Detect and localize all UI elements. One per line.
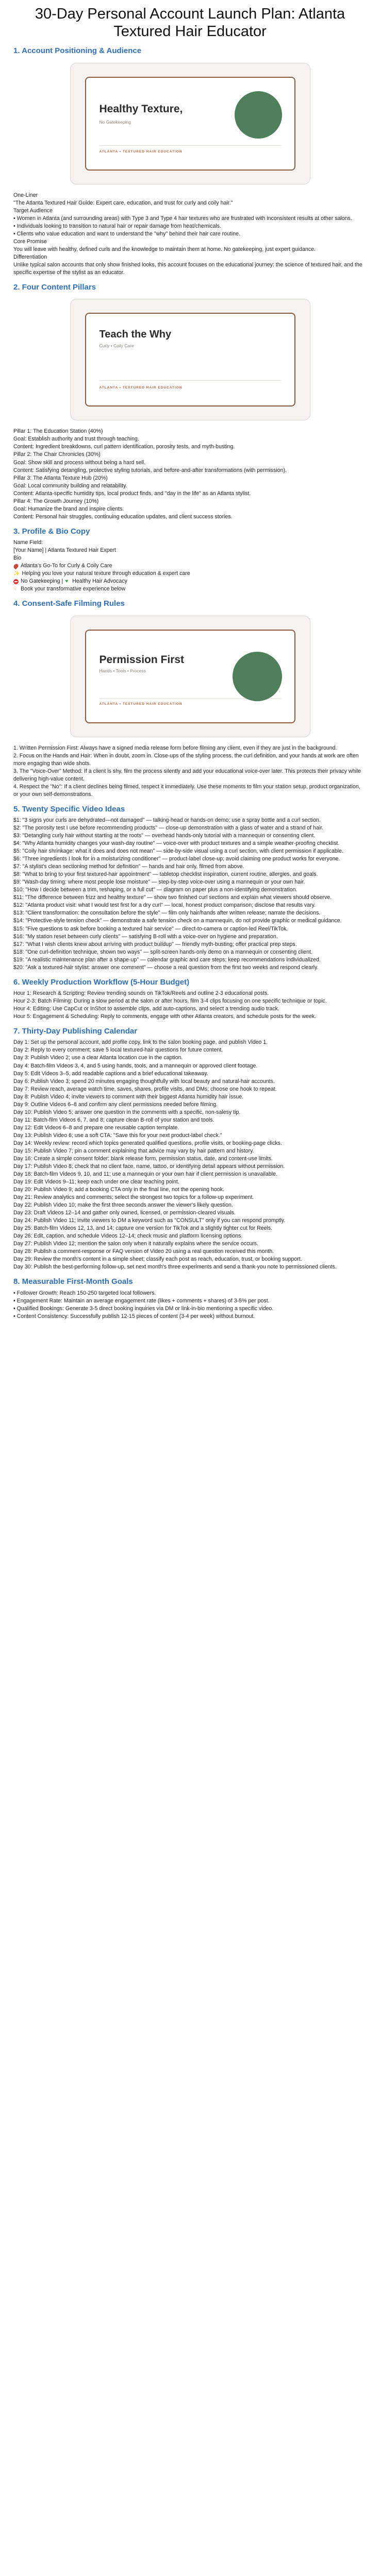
section-heading-video-ideas: 5. Twenty Specific Video Ideas: [13, 804, 125, 814]
card-footer: ATLANTA • TEXTURED HAIR EDUCATION: [99, 149, 183, 154]
section-heading-goals: 8. Measurable First-Month Goals: [13, 1277, 133, 1286]
bio-line: [13, 562, 367, 570]
text-line: Unlike typical salon accounts that only show finished looks, this account focuses on the educational journey: the science of textured hair, and the specific expertise of the stylist as an educator.: [13, 262, 362, 276]
text-line: Target Audience: [13, 207, 53, 214]
bio-line: [13, 570, 367, 578]
list-item: Day 9: Outline Videos 6–8 and confirm any client permissions needed before filming.: [13, 1101, 218, 1108]
section-body-filming-rules: [13, 744, 367, 799]
list-item: Day 3: Publish Video 2; use a clear Atlanta location cue in the caption.: [13, 1055, 183, 1061]
text-line: Hour 5: Engagement & Scheduling: Reply to comments, engage with other Atlanta creators, and schedule posts for the week.: [13, 1013, 317, 1020]
card-footer: ATLANTA • TEXTURED HAIR EDUCATION: [99, 702, 183, 706]
section-heading-workflow: 6. Weekly Production Workflow (5-Hour Budget): [13, 977, 190, 987]
section-body-pillars: [13, 428, 367, 520]
bio-text: No Gatekeeping |: [21, 578, 63, 585]
document-title: 30-Day Personal Account Launch Plan: Atlanta Textured Hair Educator: [35, 6, 345, 40]
bio-text: Book your transformative experience below: [21, 586, 126, 592]
list-item: Day 23: Draft Videos 12–14 and gather only owned, licensed, or permission-cleared visuals.: [13, 1210, 236, 1216]
text-line: Bio: [13, 555, 22, 562]
section-heading-pillars: 2. Four Content Pillars: [13, 283, 96, 292]
text-line: You will leave with healthy, defined curls and the knowledge to maintain them at home. No gatekeeping, just expert guidance.: [13, 246, 316, 252]
section-body-video-ideas: [13, 817, 367, 972]
list-item: Day 5: Edit Videos 3–5, add readable captions and a brief educational takeaway.: [13, 1070, 208, 1077]
text-line: Pillar 4: The Growth Journey (10%): [13, 498, 99, 504]
no-entry-icon: [13, 579, 19, 584]
card-inner-frame: [85, 77, 295, 171]
text-line: Core Promise: [13, 238, 47, 245]
text-line: Goal: Humanize the brand and inspire clients.: [13, 505, 124, 512]
card-wrap-filming-rules: [13, 616, 367, 737]
section-heading-filming-rules: 4. Consent-Safe Filming Rules: [13, 599, 125, 608]
list-item: Day 11: Batch-film Videos 6, 7, and 8; capture clean B-roll of your station and tools.: [13, 1116, 214, 1123]
list-item: $4: "Why Atlanta humidity changes your wash-day routine" — voice-over with product textures and a simple weather-proofing checklist.: [13, 840, 340, 847]
list-item: Day 18: Batch-film Videos 9, 10, and 11; use a mannequin or your own hair if client permission is unavailable.: [13, 1171, 277, 1177]
text-line: Pillar 2: The Chair Chronicles (30%): [13, 451, 101, 458]
section-heading-profile-bio: 3. Profile & Bio Copy: [13, 527, 90, 536]
card-title: Permission First: [99, 653, 185, 666]
text-line: 1. Written Permission First: Always have a signed media release form before filming any client, even if they are just in the background.: [13, 744, 337, 751]
list-item: $16: "My station reset between curly clients" — satisfying B-roll with a voice-over on hygiene and preparation.: [13, 933, 278, 940]
list-item: $18: "One curl-definition technique, shown two ways" — split-screen hands-only demo on a mannequin or consenting client.: [13, 948, 312, 955]
text-line: Pillar 1: The Education Station (40%): [13, 428, 103, 435]
list-item: Day 6: Publish Video 3; spend 20 minutes engaging thoughtfully with local beauty and natural-hair accounts.: [13, 1078, 275, 1084]
card-title: Teach the Why: [99, 329, 172, 341]
card-divider: [100, 145, 281, 146]
card-subtitle: No Gatekeeping: [99, 119, 131, 125]
list-item: $8: "What to bring to your first textured-hair appointment" — tabletop checklist inspiration, current routine, allergies, and goals.: [13, 871, 318, 878]
heart-icon: ♥: [65, 578, 69, 584]
section-heading-calendar: 7. Thirty-Day Publishing Calendar: [13, 1027, 138, 1036]
text-line: 4. Respect the "No": If a client declines being filmed, respect it immediately. Use these moments to film your station setup, product organization, or your own self-demonstrations.: [13, 783, 360, 798]
bio-line: [13, 585, 367, 593]
bio-text: Helping you love your natural texture through education & expert care: [22, 570, 190, 577]
card-inner-frame: [85, 630, 295, 723]
list-item: Day 28: Publish a comment-response or FAQ version of Video 20 using a real question received this month.: [13, 1248, 274, 1255]
list-item: • Content Consistency: Successfully publish 12-15 pieces of content (3-4 per week) without burnout.: [13, 1313, 255, 1319]
list-item: $5: "Coily hair shrinkage: what it does and does not mean" — side-by-side visual using a curl section, with client permission if applicable.: [13, 848, 343, 855]
list-item: Day 22: Publish Video 10; make the first three seconds answer the viewer's likely question.: [13, 1202, 233, 1209]
list-item: Day 25: Batch-film Videos 12, 13, and 14; capture one version for TikTok and a slightly tighter cut for Reels.: [13, 1225, 273, 1232]
cover-card-pillars: [70, 299, 310, 420]
card-inner-frame: [85, 313, 295, 406]
list-item: Day 14: Weekly review: record which topics generated qualified questions, profile visits, or booking-page clicks.: [13, 1140, 282, 1146]
section-body-workflow: [13, 990, 367, 1021]
list-item: Day 13: Publish Video 6; use a soft CTA: "Save this for your next product-label check.": [13, 1132, 222, 1139]
list-item: Day 1: Set up the personal account, add profile copy, link to the salon booking page, and publish Video 1.: [13, 1039, 268, 1046]
list-item: Day 20: Publish Video 9; add a booking CTA only in the final line, not the opening hook.: [13, 1187, 224, 1193]
text-line: • Clients who value education and want to understand the "why" behind their hair care routine.: [13, 230, 240, 237]
text-line: Goal: Local community building and relatability.: [13, 482, 127, 489]
card-footer: ATLANTA • TEXTURED HAIR EDUCATION: [99, 386, 183, 390]
list-item: • Qualified Bookings: Generate 3-5 direct booking inquiries via DM or link-in-bio mentioning a specific video.: [13, 1305, 274, 1312]
section-body-positioning: [13, 192, 367, 277]
list-item: $15: "Five questions to ask before booking a textured hair service" — direct-to-camera or caption-led Reel/TikTok.: [13, 925, 288, 932]
sparkle-icon: ✨: [13, 570, 20, 577]
list-item: Day 7: Review reach, average watch time, saves, shares, profile visits, and DMs; choose one hook to repeat.: [13, 1086, 277, 1092]
list-item: Day 4: Batch-film Videos 3, 4, and 5 using hands, tools, and a mannequin or approved client footage.: [13, 1062, 258, 1069]
section-body-profile-bio: [13, 539, 367, 593]
cover-card-filming-rules: [70, 616, 310, 737]
card-wrap-pillars: [13, 299, 367, 420]
text-line: Content: Satisfying detangling, protective styling tutorials, and before-and-after transformations (with permission).: [13, 467, 287, 473]
list-item: $2: "The porosity test I use before recommending products" — close-up demonstration with a glass of water and a strand of hair.: [13, 825, 324, 832]
list-item: Day 12: Edit Videos 6–8 and prepare one reusable caption template.: [13, 1124, 179, 1131]
bio-line: [13, 578, 367, 585]
card-wrap-positioning: [13, 63, 367, 184]
list-item: $13: "Client transformation: the consultation before the style" — film only hair/hands after written release; narrate the decisions.: [13, 910, 321, 917]
list-item: $6: "Three ingredients I look for in a moisturizing conditioner" — product-label close-up; avoid claiming one product works for everyone.: [13, 856, 340, 862]
green-circle-graphic: [235, 91, 282, 139]
text-line: Hour 2-3: Batch Filming: During a slow period at the salon or after hours, film 3-4 clips focusing on one specific technique or topic.: [13, 998, 327, 1005]
card-title: Healthy Texture,: [99, 103, 183, 115]
list-item: $17: "What I wish clients knew about arriving with product buildup" — friendly myth-busting; offer practical prep steps.: [13, 941, 297, 947]
section-heading-positioning: 1. Account Positioning & Audience: [13, 46, 142, 56]
text-line: Hour 1: Research & Scripting: Review trending sounds on TikTok/Reels and outline 2-3 educational posts.: [13, 990, 269, 996]
list-item: Day 8: Publish Video 4; invite viewers to comment with their biggest Atlanta humidity hair issue.: [13, 1093, 244, 1100]
list-item: Day 17: Publish Video 8; check that no client face, name, tattoo, or identifying detail appears without permission.: [13, 1163, 285, 1170]
green-circle-graphic: [233, 652, 282, 701]
list-item: • Follower Growth: Reach 150-250 targeted local followers.: [13, 1290, 156, 1296]
list-item: Day 24: Publish Video 11; invite viewers to DM a keyword such as "CONSULT" only if you can respond promptly.: [13, 1217, 286, 1224]
text-line: Goal: Show skill and process without being a hard sell.: [13, 459, 146, 466]
text-line: • Women in Atlanta (and surrounding areas) with Type 3 and Type 4 hair textures who are frustrated with inconsistent results at other salons.: [13, 215, 352, 222]
text-line: One-Liner: [13, 192, 38, 198]
cover-card-positioning: [70, 63, 310, 184]
list-item: Day 10: Publish Video 5; answer one question in the comments with a specific, non-salesy tip.: [13, 1109, 241, 1115]
list-item: Day 15: Publish Video 7; pin a comment explaining that advice may vary by hair pattern and history.: [13, 1147, 254, 1154]
text-line: Goal: Establish authority and trust through teaching.: [13, 436, 139, 443]
list-item: Day 16: Create a simple consent folder: blank release form, permission status, date, and content-use limits.: [13, 1155, 273, 1162]
text-line: Content: Ingredient breakdowns, curl pattern identification, porosity tests, and myth-busting.: [13, 444, 235, 450]
text-line: 3. The "Voice-Over" Method: If a client is shy, film the process silently and add your educational voice-over later. This protects their privacy while delivering high-value content.: [13, 768, 361, 782]
text-line: [Your Name] | Atlanta Textured Hair Expert: [13, 547, 116, 554]
list-item: • Engagement Rate: Maintain an average engagement rate (likes + comments + shares) of 3-5% per post.: [13, 1297, 270, 1304]
list-item: $19: "A realistic maintenance plan after a shape-up" — calendar graphic and care steps; keep recommendations individualized.: [13, 956, 321, 963]
text-line: Content: Personal hair struggles, continuing education updates, and client success stories.: [13, 513, 233, 520]
pointing-down-icon: ☟: [13, 586, 17, 592]
list-item: $10: "How I decide between a trim, reshaping, or a full cut" — diagram on paper plus a non-identifying demonstration.: [13, 887, 298, 893]
section-body-goals: [13, 1290, 367, 1320]
list-item: Day 2: Reply to every comment; save 5 local textured-hair questions for future content.: [13, 1047, 223, 1054]
text-line: • Individuals looking to transition to natural hair or repair damage from heat/chemicals.: [13, 223, 221, 229]
list-item: Day 30: Publish the best-performing follow-up, set next month's three experiments and send a thank-you note to permissioned clients.: [13, 1264, 337, 1270]
text-line: Pillar 3: The Atlanta Texture Hub (20%): [13, 474, 108, 481]
section-body-calendar: [13, 1039, 367, 1271]
list-item: Day 21: Review analytics and comments; select the strongest two topics for a follow-up experiment.: [13, 1194, 254, 1201]
list-item: $14: "Protective-style tension check" — demonstrate a safe tension check on a mannequin, do not provide graphic or medical guidance.: [13, 918, 342, 924]
text-line: Differentiation: [13, 253, 47, 260]
text-line: Name Field:: [13, 539, 43, 546]
text-line: "The Atlanta Textured Hair Guide: Expert care, education, and trust for curly and coily hair.": [13, 199, 233, 206]
list-item: $1: "3 signs your curls are dehydrated—not damaged" — talking-head or hands-on demo; use a spray bottle and a curl section.: [13, 817, 321, 824]
card-divider: [100, 380, 281, 381]
list-item: $3: "Detangling curly hair without starting at the roots" — overhead hands-only tutorial with a mannequin or consenting client.: [13, 833, 316, 839]
list-item: Day 26: Edit, caption, and schedule Videos 12–14; check music and platform licensing options.: [13, 1233, 243, 1240]
list-item: $20: "Ask a textured-hair stylist: answer one comment" — choose a real question from the first two weeks and respond clearly.: [13, 964, 319, 971]
list-item: Day 27: Publish Video 12; mention the salon only when it naturally explains where the service occurs.: [13, 1241, 259, 1247]
list-item: $7: "A stylist's clean sectioning method for definition" — hands and hair only, filmed from above.: [13, 863, 244, 870]
card-subtitle: Curly • Coily Care: [99, 343, 134, 349]
text-line: Content: Atlanta-specific humidity tips, local product finds, and "day in the life" as an Atlanta stylist.: [13, 490, 251, 497]
list-item: $9: "Wash-day timing: where most people lose moisture" — step-by-step voice-over using a mannequin or your own hair.: [13, 879, 305, 886]
bio-text: Atlanta's Go-To for Curly & Coily Care: [21, 563, 112, 569]
bio-text: Healthy Hair Advocacy: [72, 578, 127, 585]
text-line: Hour 4: Editing: Use CapCut or InShot to assemble clips, add auto-captions, and select a trending audio track.: [13, 1006, 279, 1012]
list-item: $12: "Atlanta product visit: what I would test first for a dry curl" — local, honest product comparison; disclose that results vary.: [13, 902, 316, 909]
pin-icon: [13, 563, 20, 569]
list-item: Day 19: Edit Videos 9–11; keep each under one clear teaching point.: [13, 1178, 179, 1185]
list-item: Day 29: Review the month's content in a simple sheet; classify each post as reach, education, trust, or booking support.: [13, 1256, 302, 1263]
card-subtitle: Hands • Tools • Process: [99, 668, 146, 673]
list-item: $11: "The difference between frizz and healthy texture" — show two finished curl sections and explain what viewers should observe.: [13, 894, 332, 901]
text-line: 2. Focus on the Hands and Hair: When in doubt, zoom in. Close-ups of the styling process, the curl definition, and your hands at work are often more engaging than wide shots.: [13, 752, 359, 767]
